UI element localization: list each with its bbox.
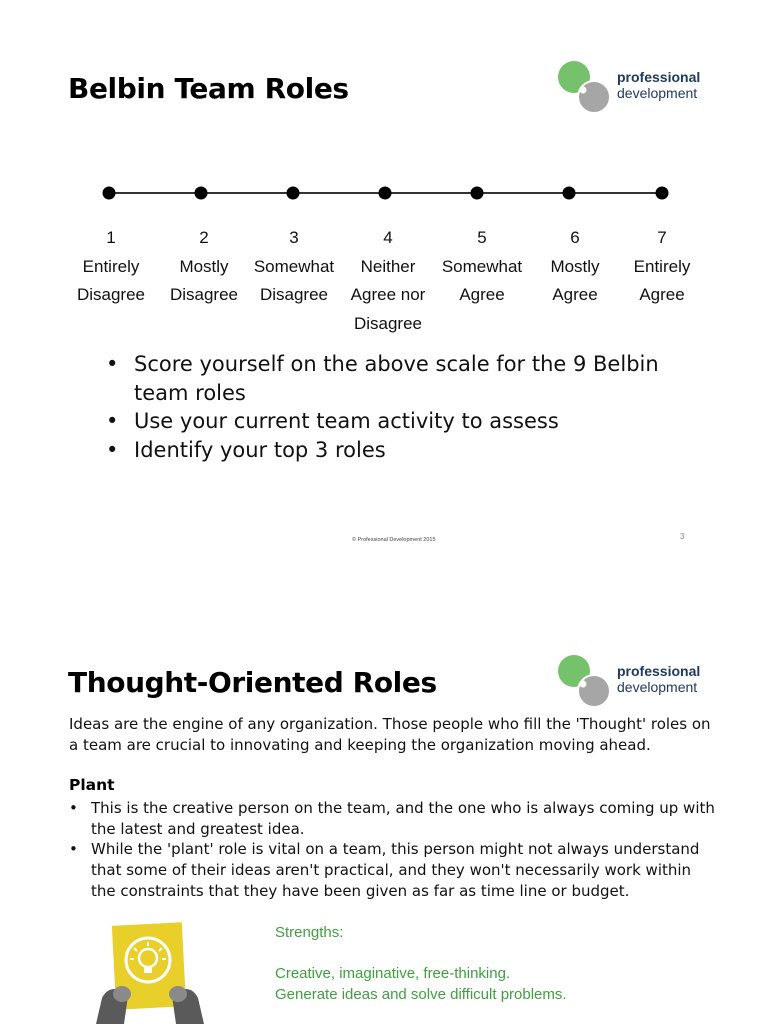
bullet-glyph: • [69, 799, 78, 817]
rating-scale-line [0, 178, 768, 208]
plant-description-list [69, 798, 719, 902]
scale-text: Disagree [76, 285, 146, 304]
page-number: 3 [680, 532, 685, 541]
scale-point-4 [379, 187, 392, 200]
scale-text: Entirely [633, 256, 691, 276]
plant-heading: Plant [69, 776, 115, 794]
scale-point-7 [656, 187, 669, 200]
scale-text: Neither [360, 256, 416, 276]
scale-number: 5 [477, 228, 487, 247]
scale-point-2 [195, 187, 208, 200]
scale-text: Disagree [169, 285, 239, 304]
slide-thought-oriented-roles [0, 600, 768, 1024]
scale-number: 6 [570, 228, 580, 247]
logo-line-2: development [617, 679, 698, 695]
scale-text: Agree nor [350, 285, 426, 304]
strength-item: Creative, imaginative, free-thinking. [275, 965, 511, 982]
list-item [106, 407, 686, 436]
scale-point-1 [103, 187, 116, 200]
slide-title: Thought-Oriented Roles [68, 666, 437, 699]
bullet-text: While the 'plant' role is vital on a team, this person might not always understand that some of their ideas aren't practical, and they won't necessarily work within the constraints that they have been given as far as time line or budget. [91, 840, 700, 900]
bullet-glyph: • [106, 437, 119, 462]
scale-text: Somewhat [441, 256, 523, 276]
intro-paragraph: Ideas are the engine of any organization. Those people who fill the 'Thought' roles on a team are crucial to innovating and keeping the organization moving ahead. [69, 715, 711, 754]
instruction-list [106, 350, 686, 464]
logo-text [617, 69, 700, 101]
slide-title: Belbin Team Roles [68, 72, 349, 105]
scale-text: Disagree [353, 313, 423, 333]
bullet-text: This is the creative person on the team, and the one who is always coming up with the latest and greatest idea. [91, 799, 715, 838]
scale-number: 2 [199, 228, 209, 247]
list-item [69, 839, 719, 901]
scale-number: 7 [657, 228, 667, 247]
logo-line-2: development [617, 85, 698, 101]
scale-number: 1 [106, 228, 116, 247]
scale-text: Mostly [550, 256, 600, 276]
scale-text: Entirely [82, 256, 140, 276]
bullet-glyph: • [106, 352, 119, 376]
scale-point-6 [563, 187, 576, 200]
logo-text [617, 663, 700, 695]
list-item [69, 798, 719, 839]
scale-text: Agree [552, 285, 598, 304]
scale-text: Agree [459, 285, 505, 304]
copyright-notice: © Professional Development 2015 [352, 537, 436, 543]
bullet-glyph: • [106, 409, 119, 433]
scale-point-5 [471, 187, 484, 200]
scale-text: Somewhat [253, 256, 335, 276]
professional-development-logo [556, 652, 706, 712]
bullet-glyph: • [69, 840, 78, 859]
scale-text: Agree [639, 285, 685, 304]
scale-number: 3 [289, 228, 299, 247]
scale-point-3 [287, 187, 300, 200]
list-item [106, 436, 686, 465]
logo-circles-icon [556, 652, 616, 712]
logo-circles-icon [556, 58, 616, 118]
professional-development-logo [556, 58, 706, 118]
bullet-text: Use your current team activity to assess [134, 409, 559, 433]
logo-line-1: professional [617, 69, 701, 85]
lightbulb-sign-icon [92, 918, 222, 1024]
strength-item: Generate ideas and solve difficult problems. [275, 986, 567, 1003]
bullet-text: Identify your top 3 roles [134, 437, 386, 462]
list-item [106, 350, 686, 407]
bullet-text: Score yourself on the above scale for the 9 Belbin team roles [134, 352, 659, 405]
scale-text: Disagree [259, 285, 329, 304]
strengths-heading: Strengths: [275, 924, 344, 941]
logo-line-1: professional [617, 663, 701, 679]
scale-number: 4 [383, 228, 393, 247]
scale-text: Mostly [179, 256, 229, 276]
scale-label-7 [607, 224, 717, 310]
